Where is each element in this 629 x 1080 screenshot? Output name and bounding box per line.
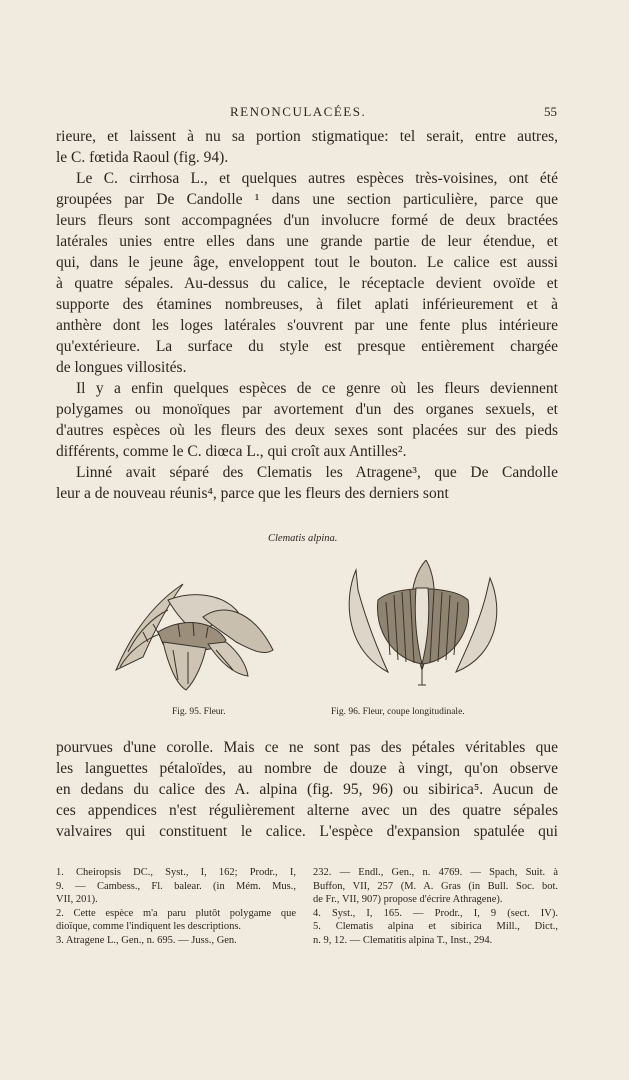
text-line: 232. — Endl., Gen., n. 4769. — Spach, Suit. à — [313, 867, 558, 878]
figure-95-flower-illustration — [108, 572, 278, 697]
text-line: Buffon, VII, 257 (M. A. Gras (in Bull. Soc. bot. — [313, 880, 558, 892]
text-line: polygames ou monoïques par avortement d'un des organes sexuels, et — [56, 401, 558, 418]
text-line: ces appendices n'est régulièrement alterne avec un des quatre sépales — [56, 802, 558, 819]
text-line: leur a de nouveau réunis⁴, parce que les fleurs des derniers sont — [56, 485, 449, 502]
figure-96-section-illustration — [338, 560, 508, 695]
text-line: latérales unies entre elles dans une grande partie de leur étendue, et — [56, 233, 558, 250]
text-line: 1. Cheiropsis DC., Syst., I, 162; Prodr., I, — [56, 867, 296, 878]
figure-96-caption: Fig. 96. Fleur, coupe longitudinale. — [331, 707, 465, 717]
footnotes-right-column — [313, 866, 558, 947]
text-line: leurs fleurs sont accompagnées d'un involucre formé de deux bractées — [56, 212, 558, 229]
text-line: Il y a enfin quelques espèces de ce genre où les fleurs deviennent — [76, 380, 558, 397]
text-line: qu'extérieure. La surface du style est presque entièrement chargée — [56, 338, 558, 355]
text-line: groupées par De Candolle ¹ dans une section particulière, parce que — [56, 191, 558, 208]
text-line: de Fr., VII, 907) propose d'écrire Athragene). — [313, 894, 503, 905]
text-line: pourvues d'une corolle. Mais ce ne sont pas des pétales véritables que — [56, 739, 558, 756]
body-text-bottom — [56, 737, 558, 842]
text-line: différents, comme le C. diœca L., qui croît aux Antilles². — [56, 443, 407, 460]
text-line: d'autres espèces où les fleurs des deux sexes sont placées sur des pieds — [56, 422, 558, 439]
text-line: le C. fœtida Raoul (fig. 94). — [56, 149, 229, 166]
text-line: en dedans du calice des A. alpina (fig. 95, 96) ou sibirica⁵. Aucun de — [56, 781, 558, 798]
text-line: n. 9, 12. — Clematitis alpina T., Inst., 294. — [313, 934, 493, 946]
page-number: 55 — [544, 104, 557, 119]
text-line: 9. — Cambess., Fl. balear. (in Mém. Mus., — [56, 880, 296, 892]
text-line: Linné avait séparé des Clematis les Atragene³, que De Candolle — [76, 464, 558, 481]
text-line: 3. Atragene L., Gen., n. 695. — Juss., Gen. — [56, 934, 237, 946]
text-line: Le C. cirrhosa L., et quelques autres espèces très-voisines, ont été — [76, 170, 558, 187]
text-line: 5. Clematis alpina et sibirica Mill., Dict., — [313, 921, 558, 932]
text-line: VII, 201). — [56, 894, 98, 905]
body-text-top — [56, 126, 558, 504]
running-head: RENONCULACÉES. — [230, 104, 367, 119]
text-line: supporte des étamines nombreuses, à filet aplati inférieurement et à — [56, 296, 558, 313]
text-line: qui, dans le jeune âge, enveloppent tout le bouton. Le calice est aussi — [56, 254, 558, 271]
figure-95-caption: Fig. 95. Fleur. — [172, 707, 226, 717]
text-line: les languettes pétaloïdes, au nombre de douze à vingt, qu'on observe — [56, 760, 558, 777]
text-line: 4. Syst., I, 165. — Prodr., I, 9 (sect. IV). — [313, 907, 558, 919]
text-line: à quatre sépales. Au-dessus du calice, le réceptacle devient ovoïde et — [56, 275, 558, 292]
text-line: de longues villosités. — [56, 359, 187, 376]
text-line: dioïque, comme l'indiquent les descriptions. — [56, 921, 242, 932]
text-line: rieure, et laissent à nu sa portion stigmatique: tel serait, entre autres, — [56, 128, 558, 145]
figure-title: Clematis alpina. — [268, 533, 338, 544]
text-line: valvaires qui constituent le calice. L'espèce d'expansion spatulée qui — [56, 823, 558, 840]
footnotes-left-column — [56, 866, 296, 947]
text-line: anthère dont les loges latérales s'ouvrent par une fente plus intérieure — [56, 317, 558, 334]
text-line: 2. Cette espèce m'a paru plutôt polygame que — [56, 907, 296, 919]
